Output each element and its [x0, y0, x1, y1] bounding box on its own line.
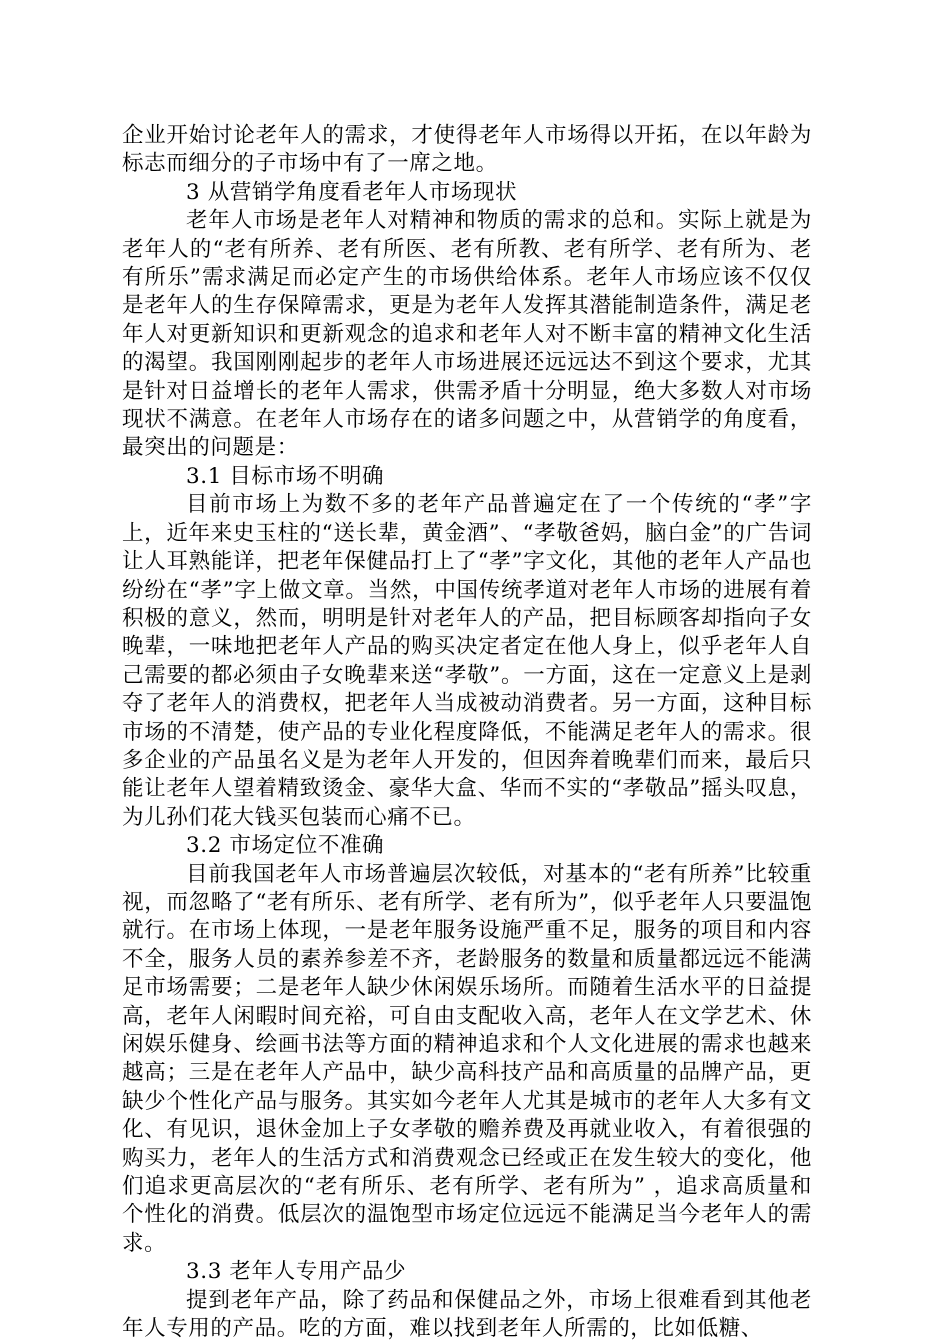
section-heading-3: 3 从营销学角度看老年人市场现状	[186, 179, 518, 205]
paragraph-target-market: 目前市场上为数不多的老年产品普遍定在了一个传统的“孝”字上，近年来史玉柱的“送长辈，黄金酒”、“孝敬爸妈，脑白金”的广告词让人耳熟能详，把老年保健品打上了“孝”字文化，其他的老年人产品也纷纷在“孝”字上做文章。当然，中国传统孝道对老年人市场的进展有着积极的意义，然而，明明是针对老年人的产品，把目标顾客却指向子女晚辈，一味地把老年人产品的购买决定者定在他人身上，似乎老年人自己需要的都必须由子女晚辈来送“孝敬”。一方面，这在一定意义上是剥夺了老年人的消费权，把老年人当成被动消费者。另一方面，这种目标市场的不清楚，使产品的专业化程度降低，不能满足老年人的需求。很多企业的产品虽名义是为老年人开发的，但因奔着晚辈们而来，最后只能让老年人望着精致烫金、豪华大盒、华而不实的“孝敬品”摇头叹息，为儿孙们花大钱买包装而心痛不已。	[122, 492, 812, 830]
section-heading-3-1: 3.1 目标市场不明确	[186, 463, 385, 489]
paragraph-market-overview: 老年人市场是老年人对精神和物质的需求的总和。实际上就是为老年人的“老有所养、老有所医、老有所教、老有所学、老有所为、老有所乐”需求满足而必定产生的市场供给体系。老年人市场应该不仅仅是老年人的生存保障需求，更是为老年人发挥其潜能制造条件，满足老年人对更新知识和更新观念的追求和老年人对不断丰富的精神文化生活的渴望。我国刚刚起步的老年人市场进展还远远达不到这个要求，尤其是针对日益增长的老年人需求，供需矛盾十分明显，绝大多数人对市场现状不满意。在老年人市场存在的诸多问题之中，从营销学的角度看，最突出的问题是：	[122, 208, 812, 461]
paragraph-market-positioning: 目前我国老年人市场普遍层次较低，对基本的“老有所养”比较重视，而忽略了“老有所乐、老有所学、老有所为”，似乎老年人只要温饱就行。在市场上体现，一是老年服务设施严重不足，服务的项目和内容不全，服务人员的素养参差不齐，老龄服务的数量和质量都远远不能满足市场需要；二是老年人缺少休闲娱乐场所。而随着生活水平的日益提高，老年人闲暇时间充裕，可自由支配收入高，老年人在文学艺术、休闲娱乐健身、绘画书法等方面的精神追求和个人文化进展的需求也越来越高；三是在老年人产品中，缺少高科技产品和高质量的品牌产品，更缺少个性化产品与服务。其实如今老年人尤其是城市的老年人大多有文化、有见识，退休金加上子女孝敬的赡养费及再就业收入，有着很强的购买力，老年人的生活方式和消费观念已经或正在发生较大的变化，他们追求更高层次的“老有所乐、老有所学、老有所为” ，追求高质量和个性化的消费。低层次的温饱型市场定位远远不能满足当今老年人的需求。	[122, 861, 812, 1256]
document-body	[122, 122, 812, 1343]
section-heading-3-3: 3.3 老年人专用产品少	[186, 1259, 407, 1285]
paragraph-continued: 企业开始讨论老年人的需求，才使得老年人市场得以开拓，在以年龄为标志而细分的子市场中有了一席之地。	[122, 123, 812, 177]
section-heading-3-2: 3.2 市场定位不准确	[186, 833, 385, 859]
paragraph-dedicated-products: 提到老年产品，除了药品和保健品之外，市场上很难看到其他老年人专用的产品。吃的方面，难以找到老年人所需的，比如低糖、	[122, 1287, 812, 1342]
